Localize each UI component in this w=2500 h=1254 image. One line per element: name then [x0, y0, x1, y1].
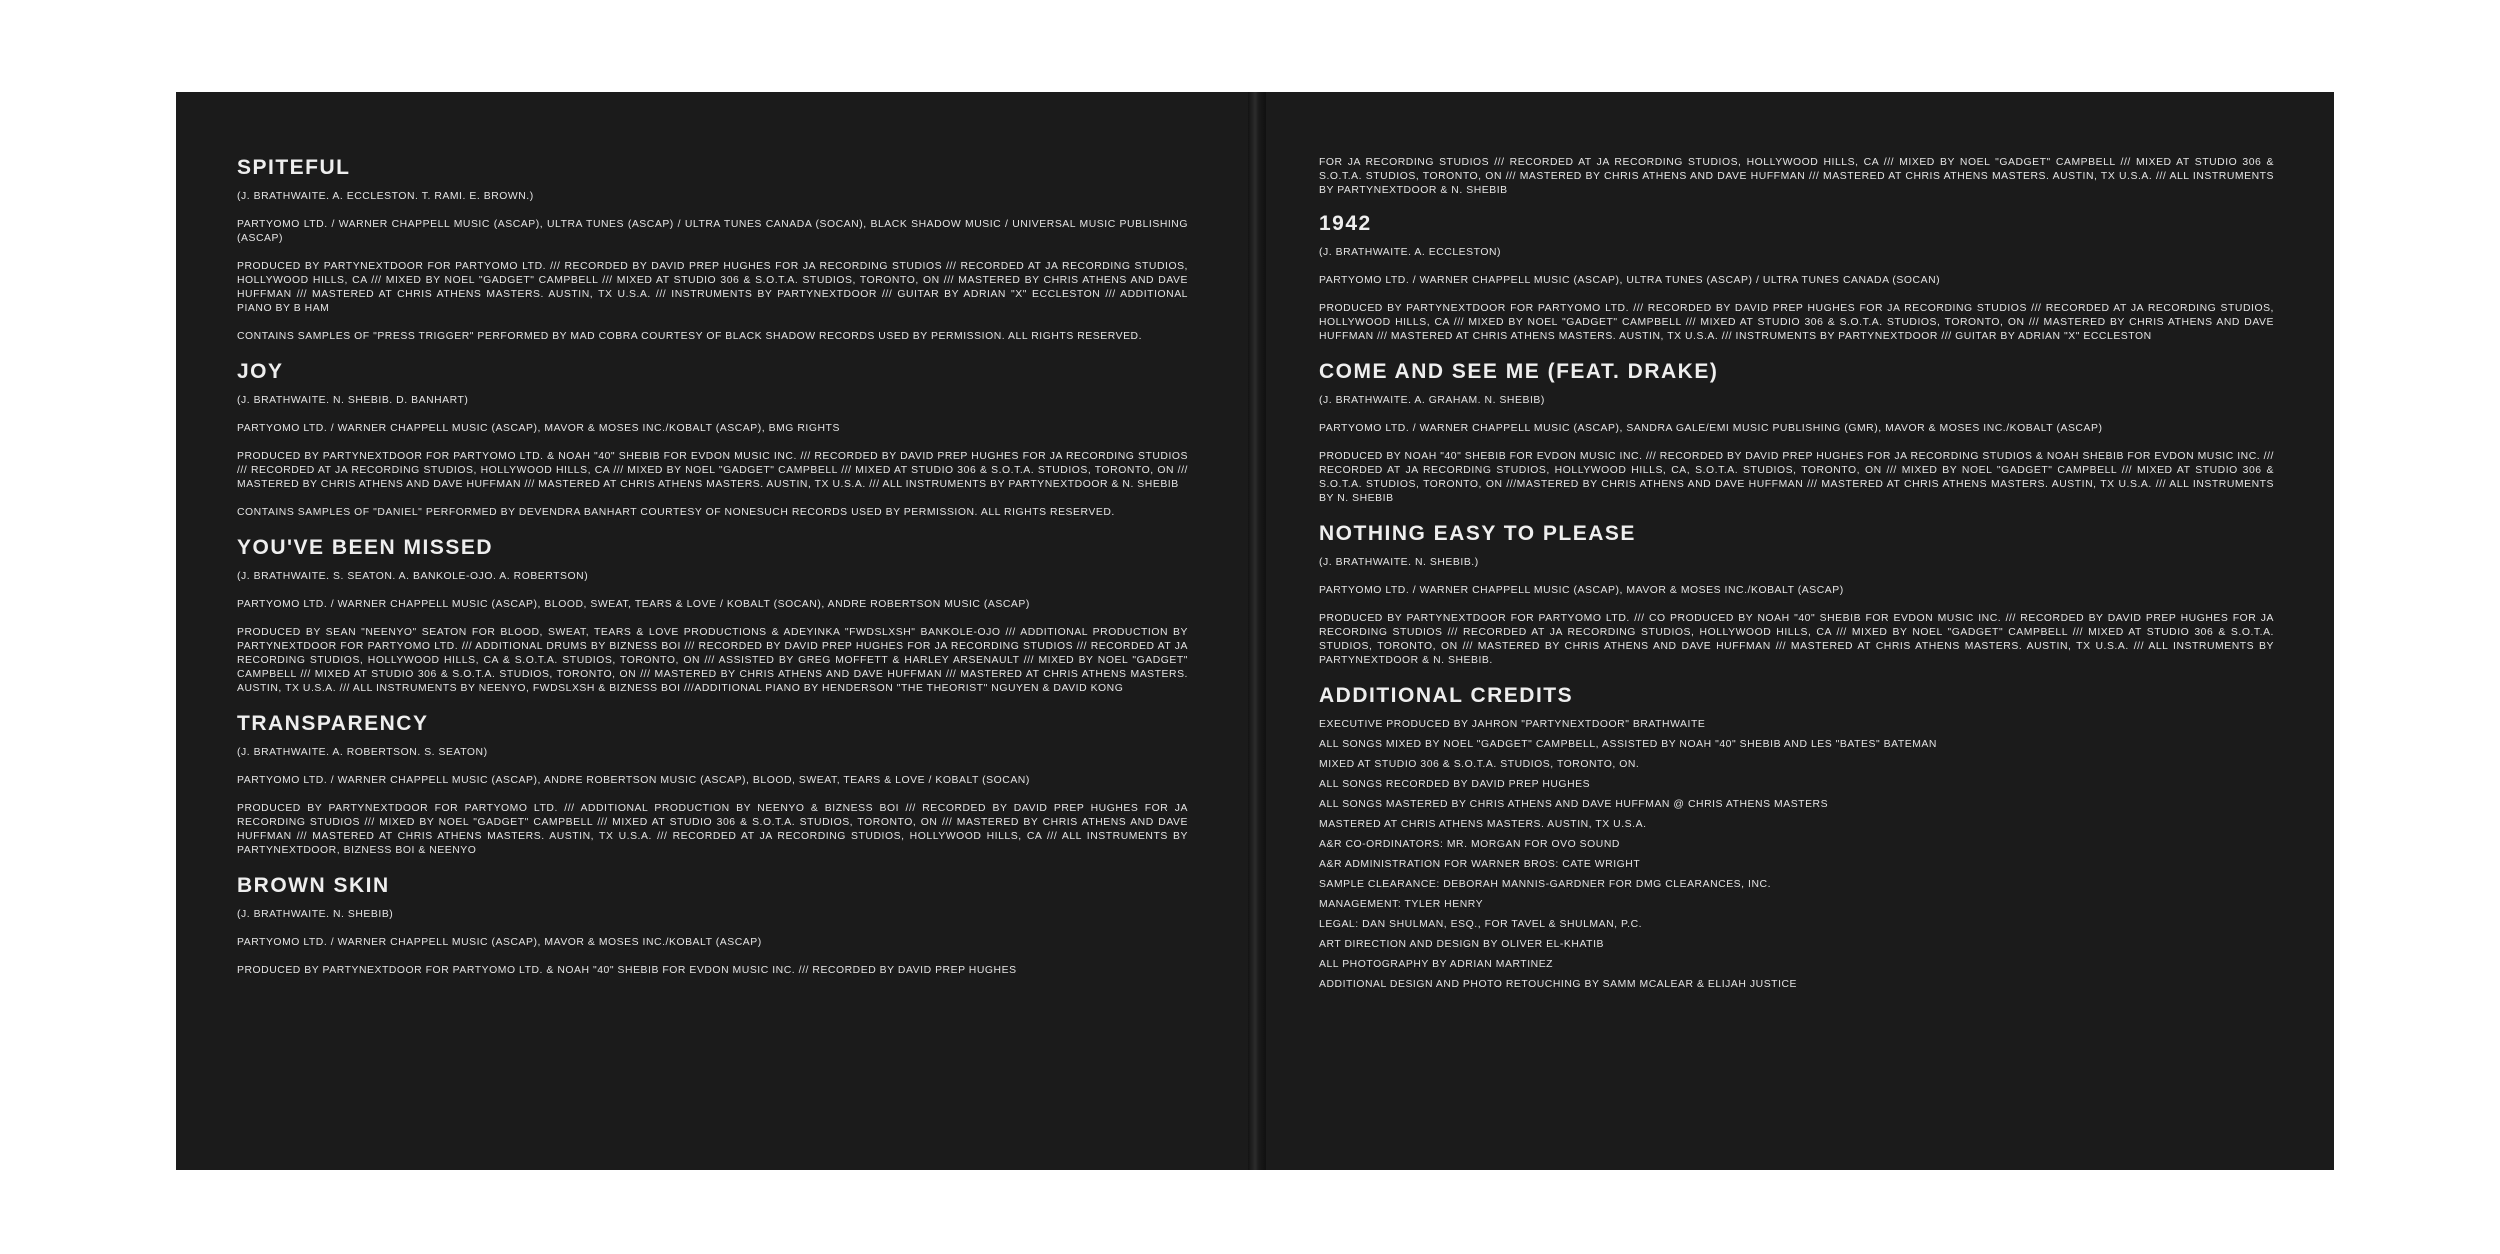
- song-writers: (J. BRATHWAITE. N. SHEBIB.): [1319, 557, 1479, 568]
- right-page: [1319, 156, 2274, 1170]
- song-production: PRODUCED BY PARTYNEXTDOOR FOR PARTYOMO LTD. /// RECORDED BY DAVID PREP HUGHES FOR JA RECORDING STUDIOS /// RECORDED AT JA RECORDING STUDIOS, HOLLYWOOD HILLS, CA /// MIXED BY NOEL "GADGET" CAMPBELL /// MIXED AT STUDIO 306 & S.O.T.A. STUDIOS, TORONTO, ON /// MASTERED BY CHRIS ATHENS AND DAVE HUFFMAN /// MASTERED AT CHRIS ATHENS MASTERS. AUSTIN, TX U.S.A. /// INSTRUMENTS BY PARTYNEXTDOOR /// GUITAR BY ADRIAN "X" ECCLESTON /// ADDITIONAL PIANO BY B HAM: [237, 261, 1188, 314]
- song-credit: [1319, 522, 2274, 668]
- song-title: 1942: [1319, 212, 1372, 235]
- song-credit: [237, 712, 1188, 858]
- credit-line: MIXED AT STUDIO 306 & S.O.T.A. STUDIOS, TORONTO, ON.: [1319, 759, 1640, 770]
- song-writers: (J. BRATHWAITE. A. GRAHAM. N. SHEBIB): [1319, 395, 1545, 406]
- credit-line: ALL SONGS MIXED BY NOEL "GADGET" CAMPBELL, ASSISTED BY NOAH "40" SHEBIB AND LES "BATES" BATEMAN: [1319, 739, 1937, 750]
- song-production: PRODUCED BY PARTYNEXTDOOR FOR PARTYOMO LTD. /// RECORDED BY DAVID PREP HUGHES FOR JA RECORDING STUDIOS /// RECORDED AT JA RECORDING STUDIOS, HOLLYWOOD HILLS, CA /// MIXED BY NOEL "GADGET" CAMPBELL /// MIXED AT STUDIO 306 & S.O.T.A. STUDIOS, TORONTO, ON /// MASTERED BY CHRIS ATHENS AND DAVE HUFFMAN /// MASTERED AT CHRIS ATHENS MASTERS. AUSTIN, TX U.S.A. /// INSTRUMENTS BY PARTYNEXTDOOR /// GUITAR BY ADRIAN "X" ECCLESTON: [1319, 303, 2274, 342]
- song-production: PRODUCED BY PARTYNEXTDOOR FOR PARTYOMO LTD. /// CO PRODUCED BY NOAH "40" SHEBIB FOR EVDON MUSIC INC. /// RECORDED BY DAVID PREP HUGHES FOR JA RECORDING STUDIOS /// RECORDED AT JA RECORDING STUDIOS, HOLLYWOOD HILLS, CA /// MIXED BY NOEL "GADGET" CAMPBELL /// MIXED AT STUDIO 306 & S.O.T.A. STUDIOS, TORONTO, ON /// MASTERED BY CHRIS ATHENS AND DAVE HUFFMAN /// MASTERED AT CHRIS ATHENS MASTERS. AUSTIN, TX U.S.A. /// ALL INSTRUMENTS BY PARTYNEXTDOOR & N. SHEBIB.: [1319, 613, 2274, 666]
- song-production: PRODUCED BY PARTYNEXTDOOR FOR PARTYOMO LTD. & NOAH "40" SHEBIB FOR EVDON MUSIC INC. /// RECORDED BY DAVID PREP HUGHES FOR JA RECORDING STUDIOS /// RECORDED AT JA RECORDING STUDIOS, HOLLYWOOD HILLS, CA /// MIXED BY NOEL "GADGET" CAMPBELL /// MIXED AT STUDIO 306 & S.O.T.A. STUDIOS, TORONTO, ON /// MASTERED BY CHRIS ATHENS AND DAVE HUFFMAN /// MASTERED AT CHRIS ATHENS MASTERS. AUSTIN, TX U.S.A. /// ALL INSTRUMENTS BY PARTYNEXTDOOR & N. SHEBIB: [237, 451, 1188, 490]
- song-publishing: PARTYOMO LTD. / WARNER CHAPPELL MUSIC (ASCAP), ULTRA TUNES (ASCAP) / ULTRA TUNES CANADA (SOCAN): [1319, 275, 1941, 286]
- song-credit: [1319, 212, 2274, 344]
- additional-credits-title: ADDITIONAL CREDITS: [1319, 684, 1574, 707]
- booklet-spine: [1248, 92, 1266, 1170]
- song-title: TRANSPARENCY: [237, 712, 429, 735]
- song-credit: [1319, 360, 2274, 506]
- song-publishing: PARTYOMO LTD. / WARNER CHAPPELL MUSIC (ASCAP), ANDRE ROBERTSON MUSIC (ASCAP), BLOOD, SWEAT, TEARS & LOVE / KOBALT (SOCAN): [237, 775, 1030, 786]
- credit-line: MASTERED AT CHRIS ATHENS MASTERS. AUSTIN, TX U.S.A.: [1319, 819, 1647, 830]
- credit-line: A&R ADMINISTRATION FOR WARNER BROS: CATE WRIGHT: [1319, 859, 1641, 870]
- song-writers: (J. BRATHWAITE. A. ECCLESTON. T. RAMI. E. BROWN.): [237, 191, 534, 202]
- song-publishing: PARTYOMO LTD. / WARNER CHAPPELL MUSIC (ASCAP), ULTRA TUNES (ASCAP) / ULTRA TUNES CANADA (SOCAN), BLACK SHADOW MUSIC / UNIVERSAL MUSIC PUBLISHING (ASCAP): [237, 219, 1188, 244]
- song-production: PRODUCED BY SEAN "NEENYO" SEATON FOR BLOOD, SWEAT, TEARS & LOVE PRODUCTIONS & ADEYINKA "FWDSLXSH" BANKOLE-OJO /// ADDITIONAL PRODUCTION BY PARTYNEXTDOOR FOR PARTYOMO LTD. /// ADDITIONAL DRUMS BY BIZNESS BOI /// RECORDED BY DAVID PREP HUGHES FOR JA RECORDING STUDIOS /// RECORDED AT JA RECORDING STUDIOS, HOLLYWOOD HILLS, CA & S.O.T.A. STUDIOS, TORONTO, ON /// ASSISTED BY GREG MOFFETT & HARLEY ARSENAULT /// MIXED BY NOEL "GADGET" CAMPBELL /// MIXED AT STUDIO 306 & S.O.T.A. STUDIOS, TORONTO, ON /// MASTERED BY CHRIS ATHENS AND DAVE HUFFMAN /// MASTERED AT CHRIS ATHENS MASTERS. AUSTIN, TX U.S.A. /// ALL INSTRUMENTS BY NEENYO, FWDSLXSH & BIZNESS BOI ///ADDITIONAL PIANO BY HENDERSON "THE THEORIST" NGUYEN & DAVID KONG: [237, 627, 1188, 694]
- song-credit: [237, 360, 1188, 520]
- credit-line: ADDITIONAL DESIGN AND PHOTO RETOUCHING BY SAMM MCALEAR & ELIJAH JUSTICE: [1319, 979, 1798, 990]
- song-writers: (J. BRATHWAITE. A. ROBERTSON. S. SEATON): [237, 747, 488, 758]
- song-title: YOU'VE BEEN MISSED: [237, 536, 494, 559]
- song-title: NOTHING EASY TO PLEASE: [1319, 522, 1636, 545]
- credit-line: MANAGEMENT: TYLER HENRY: [1319, 899, 1484, 910]
- song-publishing: PARTYOMO LTD. / WARNER CHAPPELL MUSIC (ASCAP), SANDRA GALE/EMI MUSIC PUBLISHING (GMR), MAVOR & MOSES INC./KOBALT (ASCAP): [1319, 423, 2103, 434]
- song-publishing: PARTYOMO LTD. / WARNER CHAPPELL MUSIC (ASCAP), MAVOR & MOSES INC./KOBALT (ASCAP), BMG RIGHTS: [237, 423, 840, 434]
- song-writers: (J. BRATHWAITE. A. ECCLESTON): [1319, 247, 1502, 258]
- left-page: [237, 156, 1188, 1170]
- credit-line: ALL SONGS RECORDED BY DAVID PREP HUGHES: [1319, 779, 1591, 790]
- song-production: PRODUCED BY NOAH "40" SHEBIB FOR EVDON MUSIC INC. /// RECORDED BY DAVID PREP HUGHES FOR JA RECORDING STUDIOS & NOAH SHEBIB FOR EVDON MUSIC INC. /// RECORDED AT JA RECORDING STUDIOS, HOLLYWOOD HILLS, CA, S.O.T.A. STUDIOS, TORONTO, ON /// MIXED BY NOEL "GADGET" CAMPBELL /// MIXED AT STUDIO 306 & S.O.T.A. STUDIOS, TORONTO, ON ///MASTERED BY CHRIS ATHENS AND DAVE HUFFMAN /// MASTERED AT CHRIS ATHENS MASTERS. AUSTIN, TX U.S.A. /// ALL INSTRUMENTS BY N. SHEBIB: [1319, 451, 2274, 504]
- song-publishing: PARTYOMO LTD. / WARNER CHAPPELL MUSIC (ASCAP), BLOOD, SWEAT, TEARS & LOVE / KOBALT (SOCAN), ANDRE ROBERTSON MUSIC (ASCAP): [237, 599, 1030, 610]
- credit-line: EXECUTIVE PRODUCED BY JAHRON "PARTYNEXTDOOR" BRATHWAITE: [1319, 719, 1706, 730]
- credit-line: ART DIRECTION AND DESIGN BY OLIVER EL-KHATIB: [1319, 939, 1604, 950]
- song-credit: [237, 156, 1188, 344]
- song-title: BROWN SKIN: [237, 874, 390, 897]
- song-title: SPITEFUL: [237, 156, 351, 179]
- song-title: JOY: [237, 360, 284, 383]
- song-publishing: PARTYOMO LTD. / WARNER CHAPPELL MUSIC (ASCAP), MAVOR & MOSES INC./KOBALT (ASCAP): [1319, 585, 1844, 596]
- song-production: PRODUCED BY PARTYNEXTDOOR FOR PARTYOMO LTD. & NOAH "40" SHEBIB FOR EVDON MUSIC INC. /// RECORDED BY DAVID PREP HUGHES: [237, 965, 1017, 976]
- song-writers: (J. BRATHWAITE. N. SHEBIB. D. BANHART): [237, 395, 469, 406]
- song-publishing: PARTYOMO LTD. / WARNER CHAPPELL MUSIC (ASCAP), MAVOR & MOSES INC./KOBALT (ASCAP): [237, 937, 762, 948]
- song-writers: (J. BRATHWAITE. S. SEATON. A. BANKOLE-OJO. A. ROBERTSON): [237, 571, 589, 582]
- song-credit: [237, 874, 1188, 978]
- credit-line: LEGAL: DAN SHULMAN, ESQ., FOR TAVEL & SHULMAN, P.C.: [1319, 919, 1643, 930]
- song-samples: CONTAINS SAMPLES OF "DANIEL" PERFORMED BY DEVENDRA BANHART COURTESY OF NONESUCH RECORDS USED BY PERMISSION. ALL RIGHTS RESERVED.: [237, 507, 1115, 518]
- additional-credits: [1319, 684, 2274, 992]
- credit-line: ALL SONGS MASTERED BY CHRIS ATHENS AND DAVE HUFFMAN @ CHRIS ATHENS MASTERS: [1319, 799, 1829, 810]
- credit-line: A&R CO-ORDINATORS: MR. MORGAN FOR OVO SOUND: [1319, 839, 1620, 850]
- credit-line: SAMPLE CLEARANCE: DEBORAH MANNIS-GARDNER FOR DMG CLEARANCES, INC.: [1319, 879, 1772, 890]
- continued-credits: FOR JA RECORDING STUDIOS /// RECORDED AT JA RECORDING STUDIOS, HOLLYWOOD HILLS, CA /// MIXED BY NOEL "GADGET" CAMPBELL /// MIXED AT STUDIO 306 & S.O.T.A. STUDIOS, TORONTO, ON /// MASTERED BY CHRIS ATHENS AND DAVE HUFFMAN /// MASTERED AT CHRIS ATHENS MASTERS. AUSTIN, TX U.S.A. /// ALL INSTRUMENTS BY PARTYNEXTDOOR & N. SHEBIB: [1319, 157, 2274, 196]
- song-writers: (J. BRATHWAITE. N. SHEBIB): [237, 909, 394, 920]
- song-production: PRODUCED BY PARTYNEXTDOOR FOR PARTYOMO LTD. /// ADDITIONAL PRODUCTION BY NEENYO & BIZNESS BOI /// RECORDED BY DAVID PREP HUGHES FOR JA RECORDING STUDIOS /// MIXED BY NOEL "GADGET" CAMPBELL /// MIXED AT STUDIO 306 & S.O.T.A. STUDIOS, TORONTO, ON /// MASTERED BY CHRIS ATHENS AND DAVE HUFFMAN /// MASTERED AT CHRIS ATHENS MASTERS. AUSTIN, TX U.S.A. /// RECORDED AT JA RECORDING STUDIOS, HOLLYWOOD HILLS, CA /// ALL INSTRUMENTS BY PARTYNEXTDOOR, BIZNESS BOI & NEENYO: [237, 803, 1188, 856]
- song-samples: CONTAINS SAMPLES OF "PRESS TRIGGER" PERFORMED BY MAD COBRA COURTESY OF BLACK SHADOW RECORDS USED BY PERMISSION. ALL RIGHTS RESERVED.: [237, 331, 1143, 342]
- song-credit: [237, 536, 1188, 696]
- liner-notes-booklet: [176, 92, 2334, 1170]
- song-title: COME AND SEE ME (FEAT. DRAKE): [1319, 360, 1719, 383]
- credit-line: ALL PHOTOGRAPHY BY ADRIAN MARTINEZ: [1319, 959, 1554, 970]
